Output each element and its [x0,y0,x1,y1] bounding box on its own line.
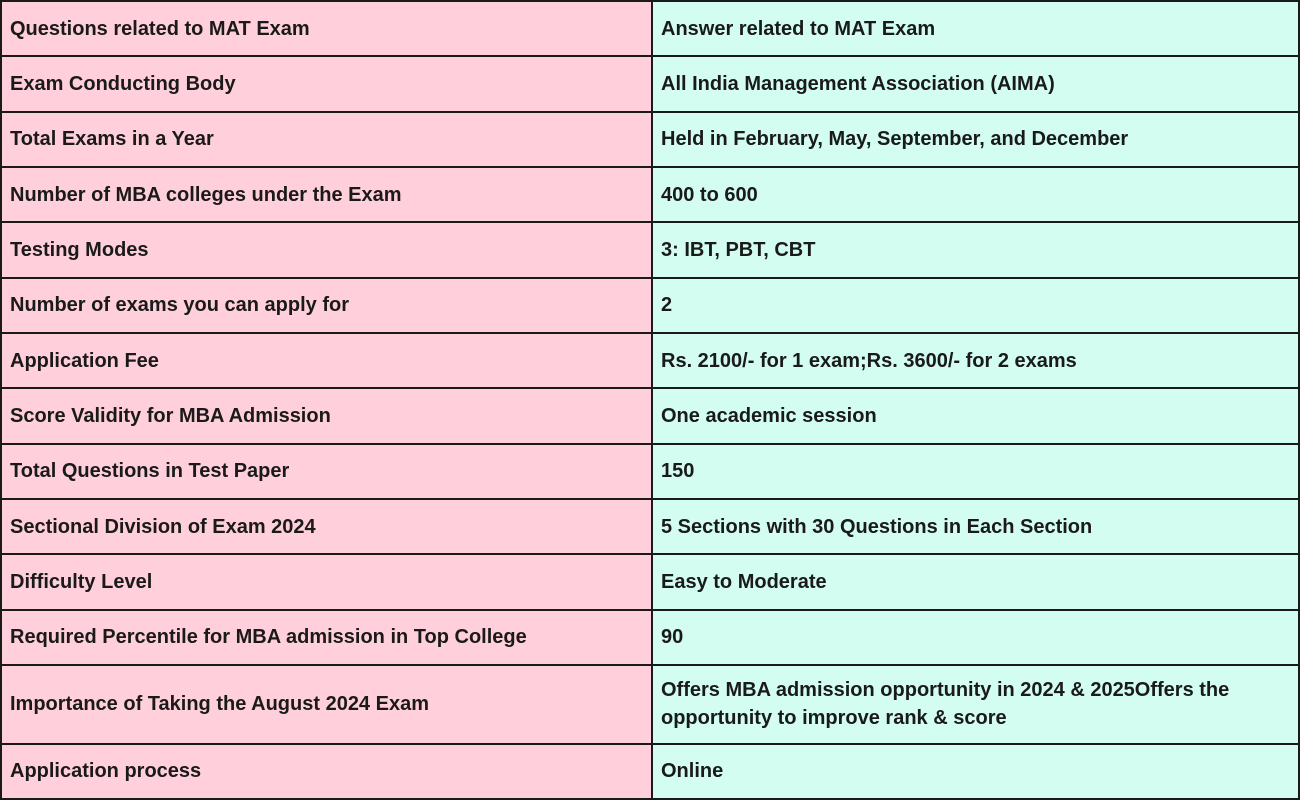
question-cell: Number of MBA colleges under the Exam [1,167,652,222]
answer-cell: Easy to Moderate [652,554,1299,609]
table-row [1,554,1299,609]
question-cell: Difficulty Level [1,554,652,609]
answer-cell: Online [652,744,1299,799]
table-row [1,444,1299,499]
answer-cell: 3: IBT, PBT, CBT [652,222,1299,277]
question-cell: Application Fee [1,333,652,388]
table-row [1,610,1299,665]
question-cell: Exam Conducting Body [1,56,652,111]
question-cell: Total Questions in Test Paper [1,444,652,499]
question-cell: Testing Modes [1,222,652,277]
table-header-row [1,1,1299,56]
header-question-cell: Questions related to MAT Exam [1,1,652,56]
table-row [1,499,1299,554]
question-cell: Number of exams you can apply for [1,278,652,333]
table-row [1,112,1299,167]
answer-cell: 150 [652,444,1299,499]
answer-cell: 400 to 600 [652,167,1299,222]
question-cell: Required Percentile for MBA admission in Top College [1,610,652,665]
header-answer-cell: Answer related to MAT Exam [652,1,1299,56]
table-row [1,56,1299,111]
answer-cell: 90 [652,610,1299,665]
table-row [1,333,1299,388]
table-row [1,665,1299,743]
question-cell: Application process [1,744,652,799]
question-cell: Total Exams in a Year [1,112,652,167]
answer-cell: Rs. 2100/- for 1 exam;Rs. 3600/- for 2 exams [652,333,1299,388]
question-cell: Score Validity for MBA Admission [1,388,652,443]
question-cell: Sectional Division of Exam 2024 [1,499,652,554]
table-row [1,388,1299,443]
table-row [1,222,1299,277]
answer-cell: 5 Sections with 30 Questions in Each Section [652,499,1299,554]
question-cell: Importance of Taking the August 2024 Exam [1,665,652,743]
table-row [1,744,1299,799]
answer-cell: 2 [652,278,1299,333]
answer-cell: Held in February, May, September, and December [652,112,1299,167]
table-row [1,167,1299,222]
answer-cell: All India Management Association (AIMA) [652,56,1299,111]
answer-cell: Offers MBA admission opportunity in 2024 & 2025Offers the opportunity to improve rank & score [652,665,1299,743]
table-row [1,278,1299,333]
answer-cell: One academic session [652,388,1299,443]
